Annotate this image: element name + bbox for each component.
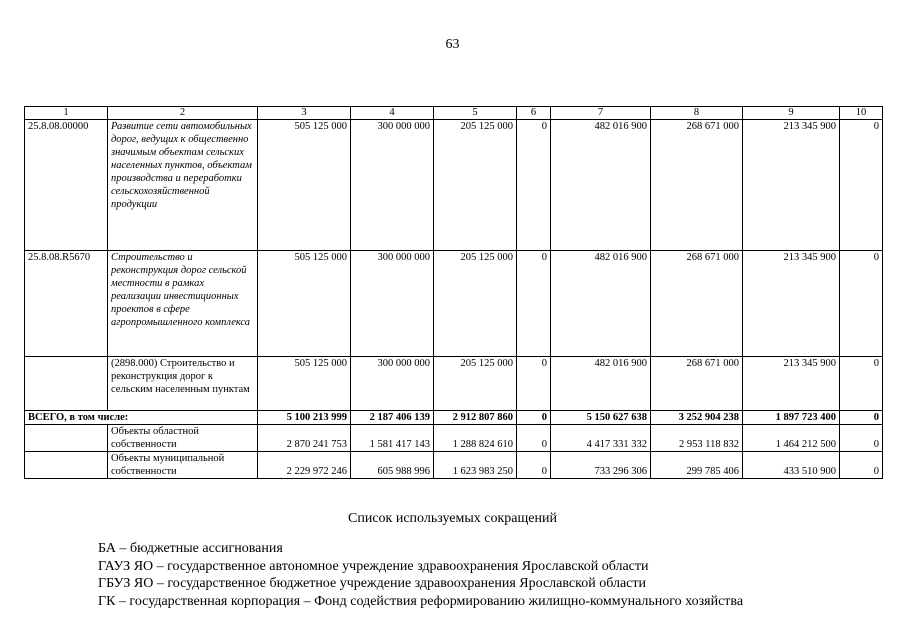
value-cell: 1 464 212 500: [743, 425, 840, 452]
row-name: (2898.000) Строительство и реконструкция дорог к сельским населенным пунктам: [108, 357, 258, 411]
value-cell: 205 125 000: [434, 251, 517, 357]
value-cell: 482 016 900: [551, 251, 651, 357]
value-cell: 2 953 118 832: [651, 425, 743, 452]
col-header: 5: [434, 107, 517, 120]
row-code: [25, 425, 108, 452]
total-value: 2 912 807 860: [434, 411, 517, 425]
total-value: 2 187 406 139: [351, 411, 434, 425]
value-cell: 0: [840, 357, 883, 411]
column-number-row: [25, 107, 883, 120]
table-row: [25, 452, 883, 479]
table-row: [25, 120, 883, 251]
abbreviation-item: БА – бюджетные ассигнования: [98, 541, 283, 556]
value-cell: 0: [517, 251, 551, 357]
value-cell: 505 125 000: [258, 357, 351, 411]
total-value: 5 100 213 999: [258, 411, 351, 425]
value-cell: 1 288 824 610: [434, 425, 517, 452]
abbreviations-list: [98, 540, 743, 610]
value-cell: 2 229 972 246: [258, 452, 351, 479]
value-cell: 0: [517, 357, 551, 411]
row-name: Объекты областной собственности: [108, 425, 258, 452]
col-header: 7: [551, 107, 651, 120]
value-cell: 433 510 900: [743, 452, 840, 479]
total-label: ВСЕГО, в том числе:: [25, 411, 258, 425]
col-header: 3: [258, 107, 351, 120]
table-row: [25, 251, 883, 357]
total-value: 5 150 627 638: [551, 411, 651, 425]
value-cell: 205 125 000: [434, 120, 517, 251]
row-name: Объекты муниципальной собственности: [108, 452, 258, 479]
value-cell: 300 000 000: [351, 120, 434, 251]
value-cell: 300 000 000: [351, 357, 434, 411]
total-value: 0: [840, 411, 883, 425]
row-code: [25, 357, 108, 411]
value-cell: 1 623 983 250: [434, 452, 517, 479]
value-cell: 1 581 417 143: [351, 425, 434, 452]
value-cell: 0: [840, 425, 883, 452]
page-number: 63: [445, 37, 460, 52]
col-header: 4: [351, 107, 434, 120]
table-row: [25, 357, 883, 411]
col-header: 2: [108, 107, 258, 120]
abbreviation-item: ГБУЗ ЯО – государственное бюджетное учреждение здравоохранения Ярославской области: [98, 576, 647, 591]
value-cell: 2 870 241 753: [258, 425, 351, 452]
row-code: 25.8.08.00000: [25, 120, 108, 251]
value-cell: 205 125 000: [434, 357, 517, 411]
row-code: [25, 452, 108, 479]
value-cell: 505 125 000: [258, 120, 351, 251]
value-cell: 0: [517, 120, 551, 251]
value-cell: 213 345 900: [743, 120, 840, 251]
value-cell: 505 125 000: [258, 251, 351, 357]
col-header: 6: [517, 107, 551, 120]
value-cell: 0: [840, 251, 883, 357]
value-cell: 482 016 900: [551, 357, 651, 411]
col-header: 9: [743, 107, 840, 120]
col-header: 8: [651, 107, 743, 120]
value-cell: 0: [517, 452, 551, 479]
abbreviation-item: ГК – государственная корпорация – Фонд содействия реформированию жилищно-коммунального хозяйства: [98, 593, 744, 609]
value-cell: 733 296 306: [551, 452, 651, 479]
abbreviations-title: Список используемых сокращений: [348, 511, 557, 526]
total-value: 0: [517, 411, 551, 425]
total-value: 1 897 723 400: [743, 411, 840, 425]
value-cell: 605 988 996: [351, 452, 434, 479]
row-name: Строительство и реконструкция дорог сельской местности в рамках реализации инвестиционных проектов в сфере агропромышленного комплекса: [108, 251, 258, 357]
value-cell: 0: [840, 120, 883, 251]
value-cell: 213 345 900: [743, 251, 840, 357]
value-cell: 4 417 331 332: [551, 425, 651, 452]
abbreviation-item: ГАУЗ ЯО – государственное автономное учреждение здравоохранения Ярославской области: [98, 558, 649, 574]
row-name: Развитие сети автомобильных дорог, ведущих к общественно значимым объектам сельских населенных пунктов, объектам производства и переработки сельскохозяйственной продукции: [108, 120, 258, 251]
value-cell: 482 016 900: [551, 120, 651, 251]
value-cell: 213 345 900: [743, 357, 840, 411]
col-header: 10: [840, 107, 883, 120]
budget-table: [24, 106, 883, 479]
value-cell: 268 671 000: [651, 251, 743, 357]
value-cell: 268 671 000: [651, 357, 743, 411]
value-cell: 299 785 406: [651, 452, 743, 479]
row-code: 25.8.08.R5670: [25, 251, 108, 357]
total-row: [25, 411, 883, 425]
total-value: 3 252 904 238: [651, 411, 743, 425]
table-row: [25, 425, 883, 452]
value-cell: 0: [517, 425, 551, 452]
value-cell: 300 000 000: [351, 251, 434, 357]
value-cell: 268 671 000: [651, 120, 743, 251]
col-header: 1: [25, 107, 108, 120]
value-cell: 0: [840, 452, 883, 479]
